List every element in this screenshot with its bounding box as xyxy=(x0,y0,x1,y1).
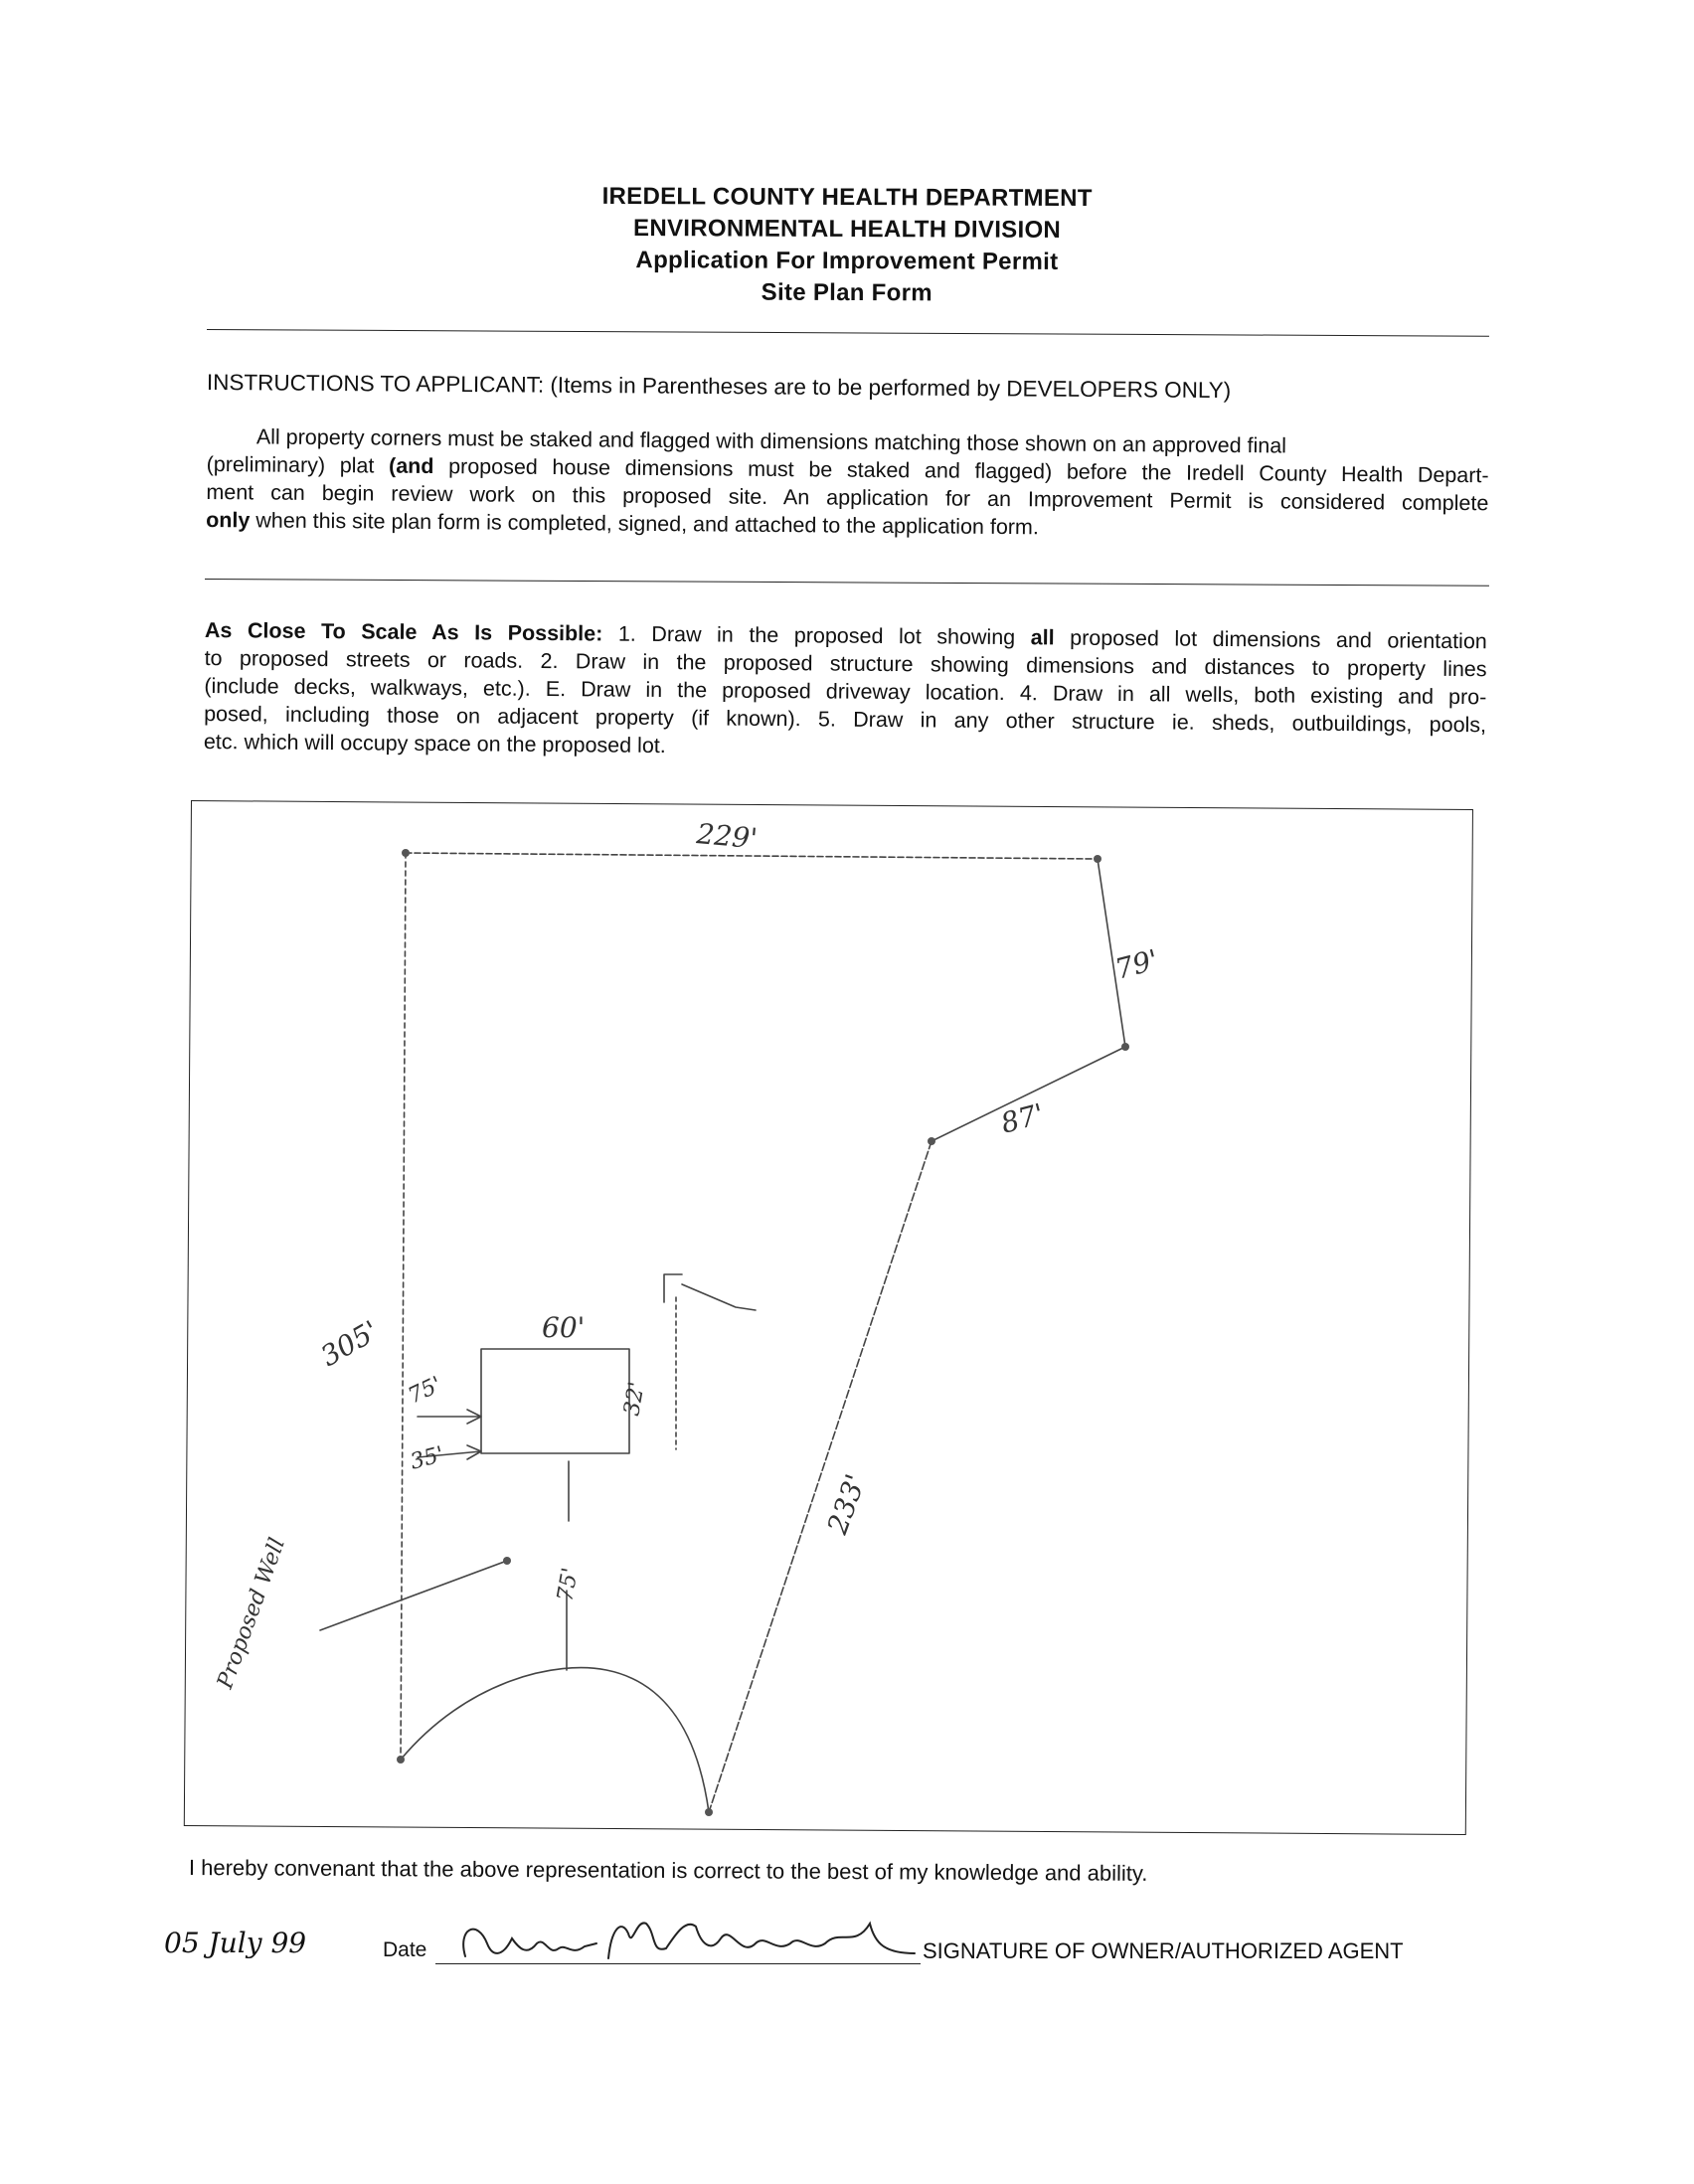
well-marker xyxy=(503,1557,511,1565)
date-label: Date xyxy=(383,1938,427,1961)
lot-boundary-left xyxy=(401,853,406,1760)
corner-marker-1 xyxy=(402,849,410,857)
header-division: ENVIRONMENTAL HEALTH DIVISION xyxy=(632,215,1062,244)
label-setback-c: 75' xyxy=(553,1566,584,1604)
instructions-line-3: ment can begin review work on this proposed site. An application for an Improvement Permit is considered complete xyxy=(206,479,1489,516)
label-right-upper-dimension: 79' xyxy=(1111,942,1162,986)
header-department: IREDELL COUNTY HEALTH DEPARTMENT xyxy=(601,182,1093,213)
header-application: Application For Improvement Permit xyxy=(635,247,1059,275)
label-proposed-well: Proposed Well xyxy=(213,1534,291,1693)
drawing-instructions xyxy=(204,616,1487,766)
site-plan-sketch xyxy=(191,800,1473,1826)
instructions-line-4: only when this site plan form is completed, signed, and attached to the application form. xyxy=(206,507,1039,540)
house-to-lot-arrow xyxy=(418,1410,481,1424)
label-top-dimension: 229' xyxy=(695,817,760,856)
drawing-line-4: posed, including those on adjacent property (if known). 5. Draw in any other structure ie. sheds, outbuildings, pools, xyxy=(204,701,1487,738)
signature-label: SIGNATURE OF OWNER/AUTHORIZED AGENT xyxy=(923,1938,1404,1963)
drawing-line-5: etc. which will occupy space on the proposed lot. xyxy=(203,729,666,758)
label-left-dimension: 305' xyxy=(315,1313,385,1374)
header-form-name: Site Plan Form xyxy=(761,278,932,307)
corner-marker-2 xyxy=(1094,855,1101,863)
lot-boundary-right-long xyxy=(709,1141,932,1812)
instructions-line-2: (preliminary) plat (and proposed house dimensions must be staked and flagged) before the Iredell County Health Depart- xyxy=(206,451,1489,488)
driveway-arc xyxy=(401,1668,709,1812)
corner-marker-3 xyxy=(1121,1043,1129,1051)
corner-marker-5 xyxy=(705,1808,713,1816)
label-right-long-dimension: 233' xyxy=(820,1469,873,1539)
label-house-depth: 32' xyxy=(619,1380,650,1419)
well-line xyxy=(320,1561,507,1630)
lot-corner-markers xyxy=(397,849,1129,1816)
instructions-paragraph xyxy=(206,422,1489,545)
instructions-line-1: All property corners must be staked and flagged with dimensions matching those shown on an approved final xyxy=(255,424,1287,458)
label-right-mid-dimension: 87' xyxy=(997,1096,1048,1140)
covenant-statement: I hereby convenant that the above representation is correct to the best of my knowledge and ability. xyxy=(188,1855,1148,1886)
header-divider xyxy=(207,329,1489,337)
owner-signature xyxy=(159,1894,954,1983)
proposed-house xyxy=(481,1349,629,1453)
deck-walk xyxy=(664,1274,756,1310)
drawing-line-2: to proposed streets or roads. 2. Draw in the proposed structure showing dimensions and distances to property lines xyxy=(204,645,1487,682)
label-setback-a: 75' xyxy=(404,1372,446,1410)
drawing-line-3: (include decks, walkways, etc.). E. Draw in the proposed driveway location. 4. Draw in all wells, both existing and pro- xyxy=(204,673,1487,710)
handwritten-date: 05 July 99 xyxy=(164,1927,307,1959)
label-house-width: 60' xyxy=(542,1311,586,1344)
form-header xyxy=(0,178,1694,312)
drawing-line-1: As Close To Scale As Is Possible: 1. Draw in the proposed lot showing all proposed lot dimensions and orientation xyxy=(204,617,1487,654)
corner-marker-4 xyxy=(928,1137,935,1145)
corner-marker-6 xyxy=(397,1756,405,1764)
instructions-title: INSTRUCTIONS TO APPLICANT: (Items in Parentheses are to be performed by DEVELOPERS ONLY) xyxy=(206,370,1232,404)
instructions-divider xyxy=(205,579,1489,587)
label-setback-b: 35' xyxy=(408,1441,447,1475)
